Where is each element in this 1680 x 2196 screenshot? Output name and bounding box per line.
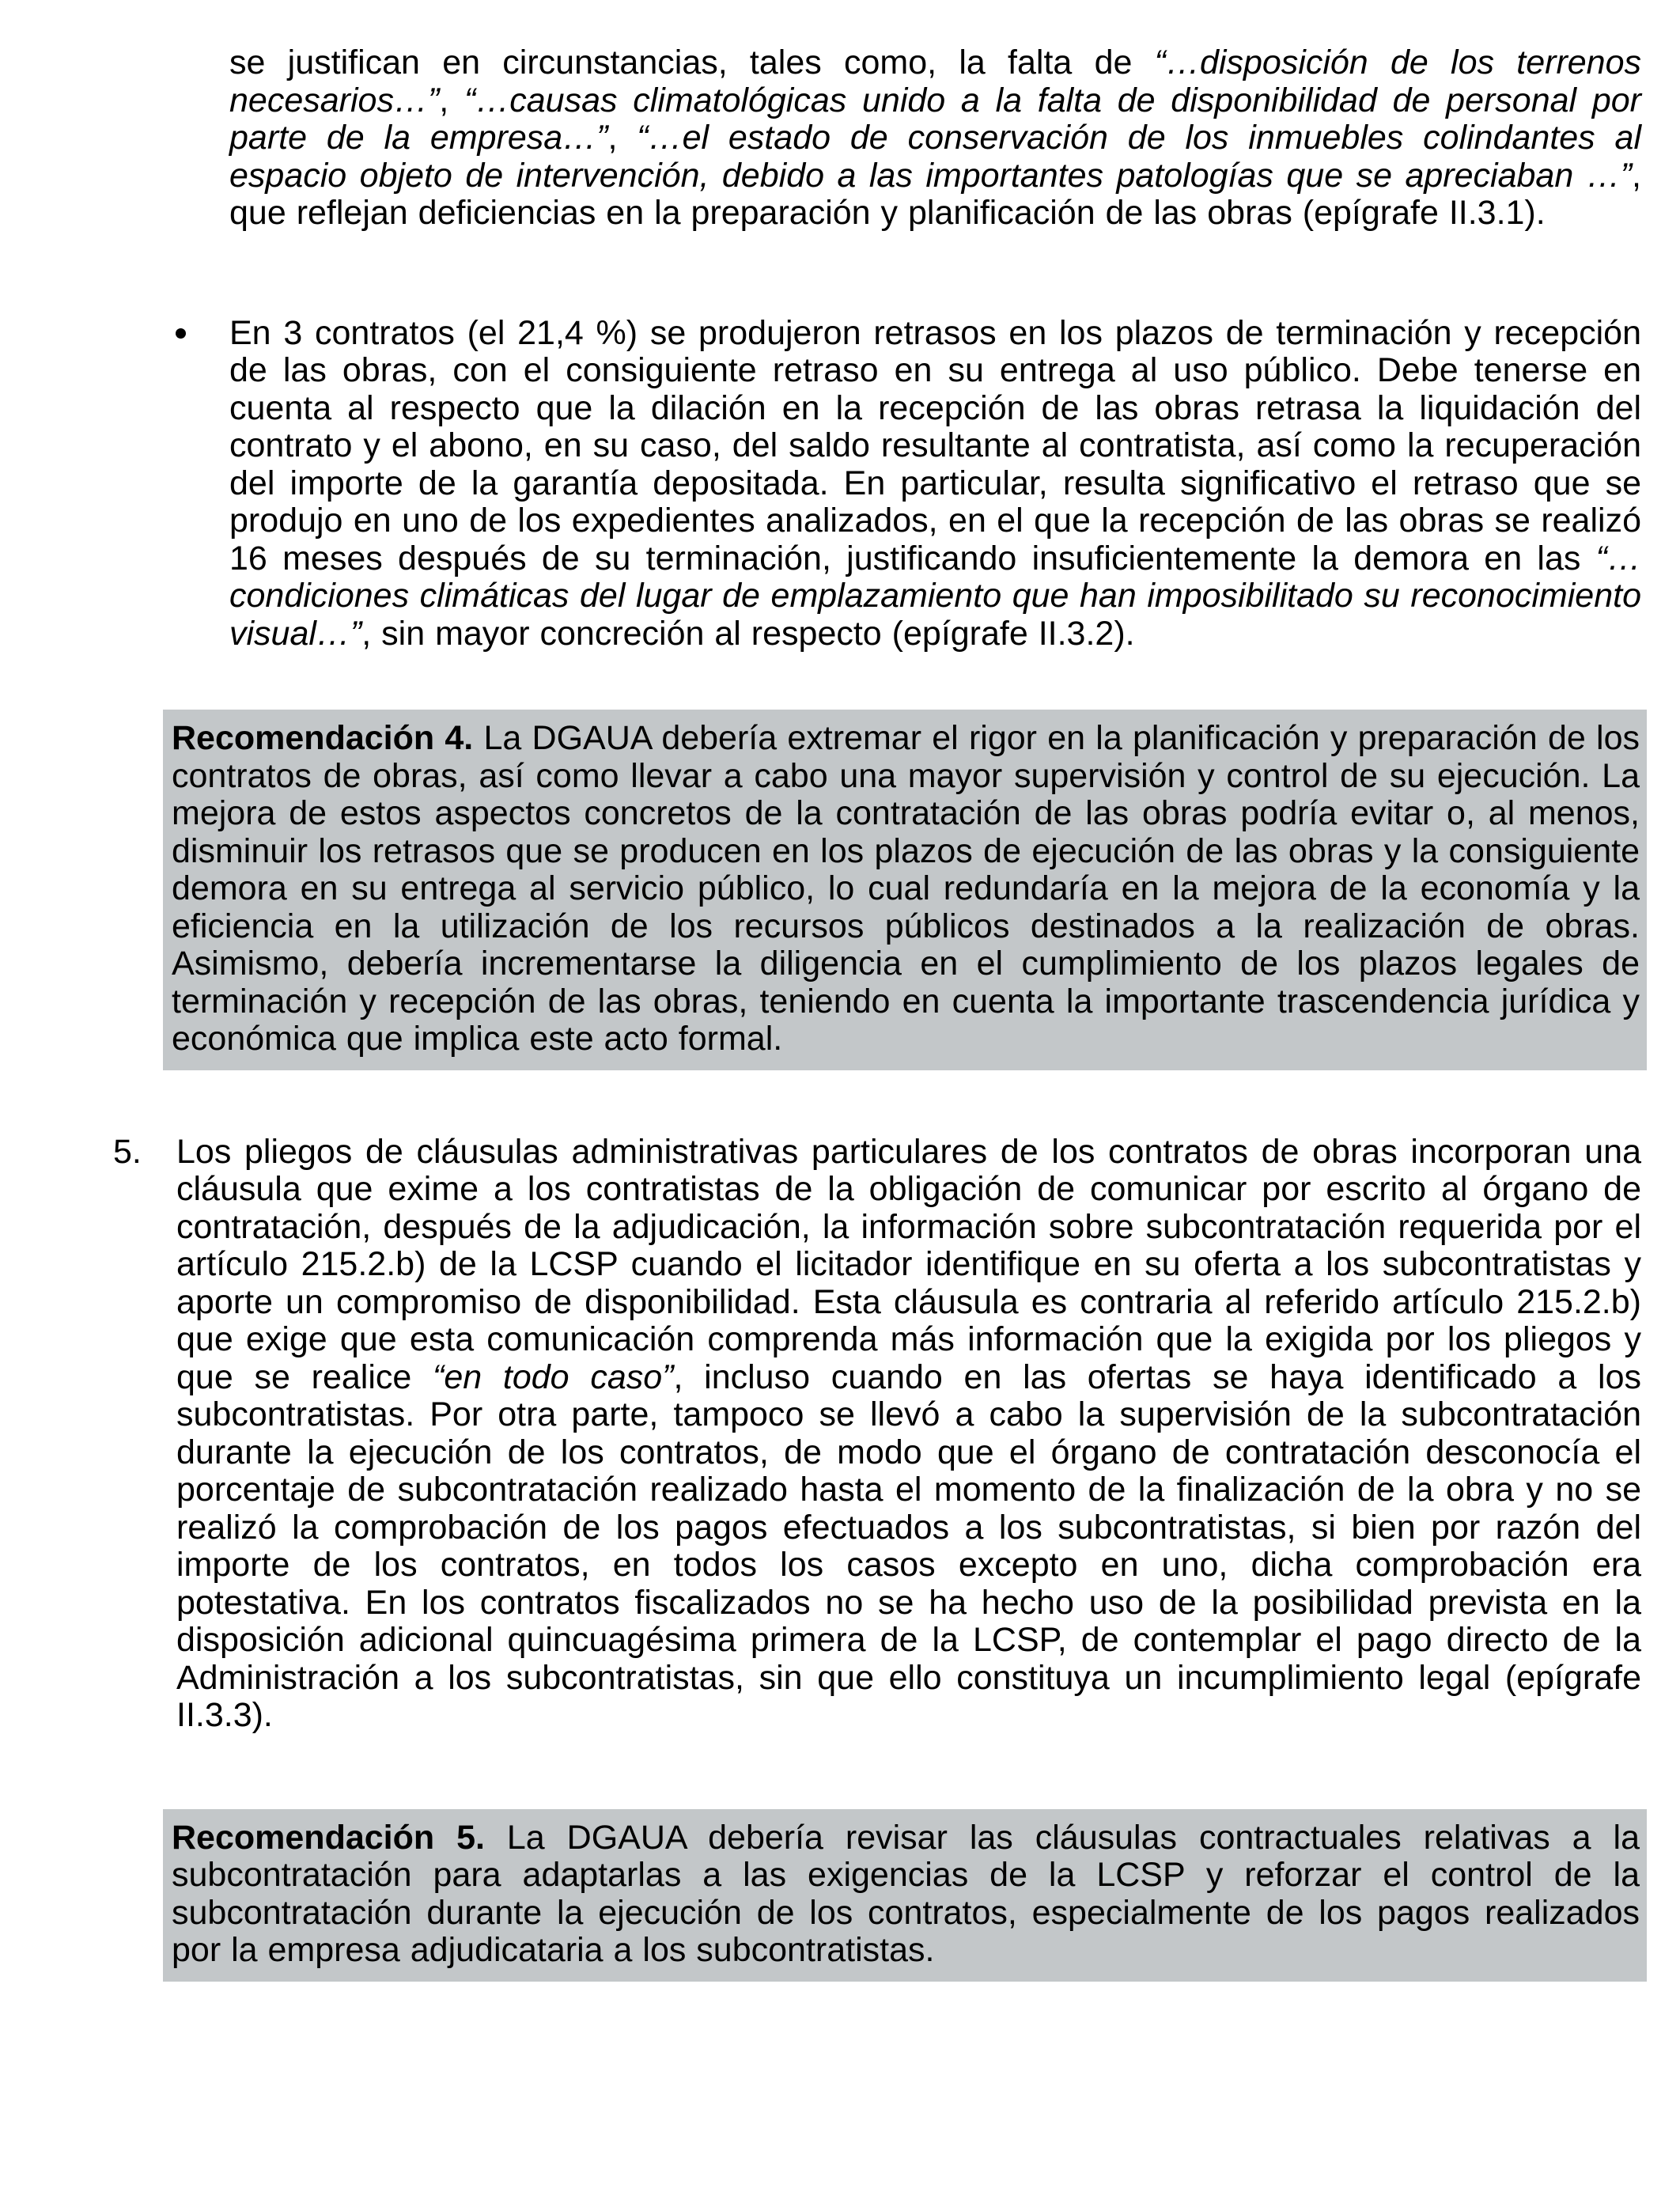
item-number: 5.: [113, 1132, 142, 1171]
numbered-item-5-text: Los pliegos de cláusulas administrativas particulares de los contratos de obras incorporan una cláusula que exime a los contratistas de la obligación de comunicar por escrito al órgano de contratación, después de la adjudicación, la información sobre subcontratación requerida por el artículo 215.2.b) de la LCSP cuando el licitador identifique en su oferta a los subcontratistas y aporte un compromiso de disponibilidad. Esta cláusula es contraria al referido artículo 215.2.b) que exige que esta comunicación comprenda más información que la exigida por los pliegos y que se realice “en todo caso”, incluso cuando en las ofertas se haya identificado a los subcontratistas. Por otra parte, tampoco se llevó a cabo la supervisión de la subcontratación durante la ejecución de los contratos, de modo que el órgano de contratación desconocía el porcentaje de subcontratación realizado hasta el momento de la finalización de la obra y no se realizó la comprobación de los pagos efectuados a los subcontratistas, si bien por razón del importe de los contratos, en todos los casos excepto en uno, dicha comprobación era potestativa. En los contratos fiscalizados no se ha hecho uso de la posibilidad prevista en la disposición adicional quincuagésima primera de la LCSP, de contemplar el pago directo de la Administración a los subcontratistas, sin que ello constituya un incumplimiento legal (epígrafe II.3.3).: [176, 1132, 1641, 1734]
bullet-item-text: En 3 contratos (el 21,4 %) se produjeron retrasos en los plazos de terminación y recepción de las obras, con el consiguiente retraso en su entrega al uso público. Debe tenerse en cuenta al respecto que la dilación en la recepción de las obras retrasa la liquidación del contrato y el abono, en su caso, del saldo resultante al contratista, así como la recuperación del importe de la garantía depositada. En particular, resulta significativo el retraso que se produjo en uno de los expedientes analizados, en el que la recepción de las obras se realizó 16 meses después de su terminación, justificando insuficientemente la demora en las “…condiciones climáticas del lugar de emplazamiento que han imposibilitado su reconocimiento visual…”, sin mayor concreción al respecto (epígrafe II.3.2).: [229, 313, 1641, 653]
recommendation-5-text: Recomendación 5. La DGAUA debería revisar las cláusulas contractuales relativas a la subcontratación para adaptarlas a las exigencias de la LCSP y reforzar el control de la subcontratación durante la ejecución de los contratos, especialmente de los pagos realizados por la empresa adjudicataria a los subcontratistas.: [172, 1818, 1640, 1969]
recommendation-4-text: Recomendación 4. La DGAUA debería extremar el rigor en la planificación y preparación de los contratos de obras, así como llevar a cabo una mayor supervisión y control de su ejecución. La mejora de estos aspectos concretos de la contratación de las obras podría evitar o, al menos, disminuir los retrasos que se producen en los plazos de ejecución de las obras y la consiguiente demora en su entrega al servicio público, lo cual redundaría en la mejora de la economía y la eficiencia en la utilización de los recursos públicos destinados a la realización de obras. Asimismo, debería incrementarse la diligencia en el cumplimiento de los plazos legales de terminación y recepción de las obras, teniendo en cuenta la importante trascendencia jurídica y económica que implica este acto formal.: [172, 719, 1640, 1058]
recommendation-4-box: [163, 710, 1647, 1070]
recommendation-5-box: [163, 1809, 1647, 1982]
bullet-item: [229, 315, 1641, 653]
paragraph-continuation: se justifican en circunstancias, tales como, la falta de “…disposición de los terrenos necesarios…”, “…causas climatológicas unido a la falta de disponibilidad de personal por parte de la empresa…”, “…el estado de conservación de los inmuebles colindantes al espacio objeto de intervención, debido a las importantes patologías que se apreciaban …”, que reflejan deficiencias en la preparación y planificación de las obras (epígrafe II.3.1).: [229, 44, 1642, 232]
bullet-icon: [176, 328, 186, 339]
numbered-item-5: [113, 1132, 1641, 1735]
